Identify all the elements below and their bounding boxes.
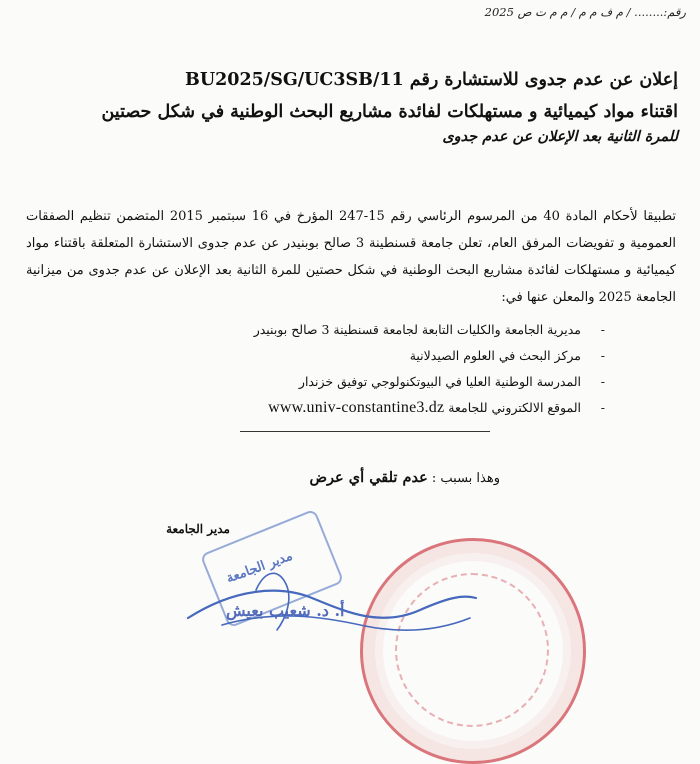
list-item-text: مركز البحث في العلوم الصيدلانية [409,348,581,363]
list-dash: - [600,400,605,415]
announcement-subject: اقتناء مواد كيميائية و مستهلكات لفائدة مشاريع البحث الوطنية في شكل حصتين [101,102,678,122]
list-item [135,396,605,422]
list-item-text: الموقع الالكتروني للجامعة [448,400,581,415]
director-label: مدير الجامعة [166,522,230,536]
list-dash: - [600,322,605,337]
website-underline [240,431,490,432]
list-item [135,344,605,370]
announcement-note: للمرة الثانية بعد الإعلان عن عدم جدوى [442,128,678,145]
red-header-mark [86,0,114,8]
announcement-body: تطبيقا لأحكام المادة 40 من المرسوم الرئاسي رقم 15-247 المؤرخ في 16 سبتمبر 2015 المتضمن تنظيم الصفقات العمومية و تفويضات المرفق العام، تعلن جامعة قسنطينة 3 صالح بوبنيدر عن عدم جدوى الاستشارة المتعلقة باقتناء مواد كيميائية و مستهلكات لفائدة مشاريع البحث الوطنية في شكل حصتين للمرة الثانية بعد الإعلان عن عدم جدوى من ميزانية الجامعة 2025 والمعلن عنها في: [26,209,676,305]
list-item [135,318,605,344]
stamp-title: مدير الجامعة [224,548,295,587]
reference-number: رقم:........ / م ف م م / م م ت ص 2025 [484,5,686,19]
failure-reason [310,469,500,486]
publication-list [135,318,605,422]
announcement-title: إعلان عن عدم جدوى للاستشارة رقم BU2025/SG/UC3SB/11 [185,70,678,90]
list-dash: - [600,374,605,389]
reason-prefix: وهذا بسبب : [431,471,500,486]
list-item-text: المدرسة الوطنية العليا في البيوتكنولوجي توفيق خزندار [298,374,581,389]
signer-name: أ. د. شعيب بعيش [226,601,345,620]
list-item [135,370,605,396]
list-dash: - [600,348,605,363]
university-website-link[interactable]: www.univ-constantine3.dz [268,399,445,416]
reason-text: عدم تلقي أي عرض [309,469,428,486]
list-item-text: مديرية الجامعة والكليات التابعة لجامعة قسنطينة 3 صالح بوبنيدر [253,322,581,337]
handwritten-signature [170,560,490,650]
